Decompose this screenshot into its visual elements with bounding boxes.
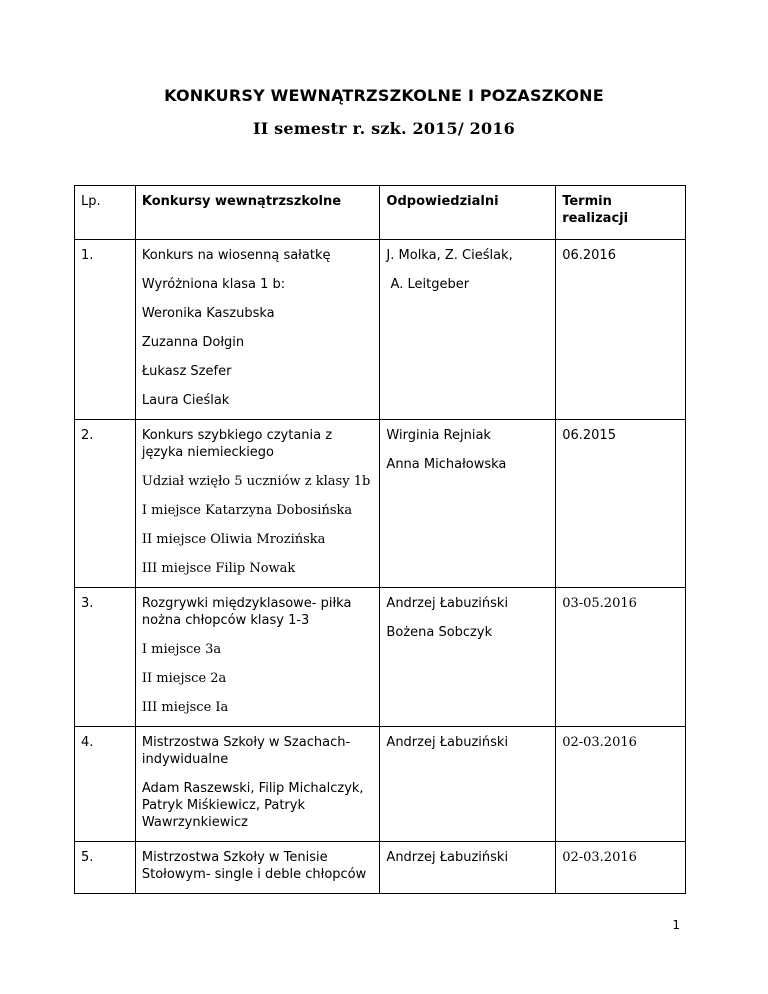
row-lp: 1.: [81, 248, 94, 263]
row-contest: Mistrzostwa Szkoły w Szachach- indywidualne Adam Raszewski, Filip Michalczyk, Patryk Miśkiewicz, Patryk Wawrzynkiewicz: [141, 735, 364, 830]
row-contest: Mistrzostwa Szkoły w Tenisie Stołowym- single i deble chłopców: [141, 850, 367, 882]
table-row: [75, 727, 686, 842]
table-row: [75, 420, 686, 588]
page-number: 1: [672, 918, 680, 932]
row-term: 02-03.2016: [562, 735, 637, 750]
page-subtitle: II semestr r. szk. 2015/ 2016: [253, 119, 515, 138]
page-title: KONKURSY WEWNĄTRZSZKOLNE I POZASZKONE: [164, 86, 604, 105]
row-term: 03-05.2016: [562, 596, 637, 611]
row-responsible: Andrzej Łabuziński: [386, 850, 509, 865]
row-contest: Rozgrywki międzyklasowe- piłka nożna chłopców klasy 1-3 I miejsce 3a II miejsce 2a III miejsce Ia: [141, 596, 352, 715]
row-term: 06.2016: [562, 248, 616, 263]
table-row: [75, 842, 686, 894]
contests-table: [74, 185, 686, 894]
row-contest: Konkurs na wiosenną sałatkę Wyróżniona klasa 1 b: Weronika Kaszubska Zuzanna Dołgin Łukasz Szefer Laura Cieślak: [141, 248, 331, 408]
row-responsible: Andrzej Łabuziński Bożena Sobczyk: [386, 596, 509, 640]
row-lp: 2.: [81, 428, 94, 443]
row-lp: 3.: [81, 596, 94, 611]
row-responsible: Andrzej Łabuziński: [386, 735, 509, 750]
row-term: 06.2015: [562, 428, 616, 443]
row-lp: 5.: [81, 850, 94, 865]
row-lp: 4.: [81, 735, 94, 750]
header-cell-responsible: Odpowiedzialni: [380, 186, 556, 240]
header-cell-lp: Lp.: [75, 186, 136, 240]
table-row: [75, 240, 686, 420]
table-row: [75, 588, 686, 727]
table-header-row: [75, 186, 686, 240]
row-contest: Konkurs szybkiego czytania z języka niemieckiego Udział wzięło 5 uczniów z klasy 1b I miejsce Katarzyna Dobosińska II miejsce Oliwia Mrozińska III miejsce Filip Nowak: [141, 428, 371, 576]
row-responsible: J. Molka, Z. Cieślak, A. Leitgeber: [386, 248, 513, 292]
header-cell-term: Termin realizacji: [556, 186, 686, 240]
header-cell-contest: Konkursy wewnątrzszkolne: [135, 186, 380, 240]
row-term: 02-03.2016: [562, 850, 637, 865]
row-responsible: Wirginia Rejniak Anna Michałowska: [386, 428, 507, 472]
